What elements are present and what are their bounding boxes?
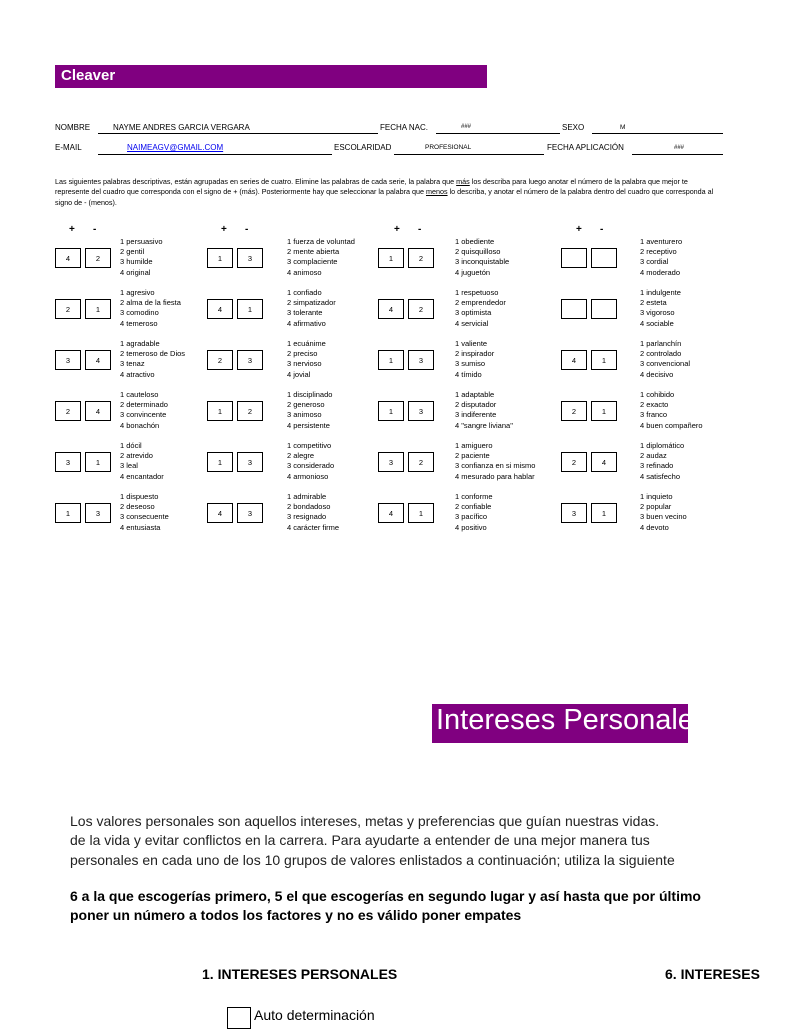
word-option: 3 buen vecino [640, 512, 687, 522]
word-option: 1 persuasivo [120, 237, 163, 246]
word-option: 2 alegre [287, 451, 315, 461]
word-option: 3 tenaz [120, 359, 145, 369]
word-option: 4 jovial [287, 369, 311, 379]
word-option: 2 exacto [640, 400, 669, 410]
word-option: 1 aventurero [640, 237, 683, 246]
minus-box[interactable]: 1 [85, 452, 111, 472]
word-group [640, 288, 800, 329]
word-option: 1 agresivo [120, 288, 155, 297]
minus-header-3: - [418, 224, 422, 235]
escolaridad-field[interactable]: PROFESIONAL [425, 144, 472, 151]
bold-line: poner un número a todos los factores y no es válido poner empates [70, 907, 522, 923]
word-option: 2 confiable [455, 502, 492, 512]
word-option: 4 buen compañero [640, 420, 703, 430]
minus-box[interactable]: 3 [237, 503, 263, 523]
word-option: 3 leal [120, 461, 138, 471]
word-option: 2 temeroso de Dios [120, 349, 186, 359]
section6-title-wrap [665, 966, 760, 984]
plus-box[interactable]: 4 [207, 299, 233, 319]
word-option: 1 competitivo [287, 441, 332, 450]
word-option: 1 obediente [455, 237, 495, 246]
word-option: 1 disciplinado [287, 390, 333, 399]
word-option: 4 devoto [640, 522, 669, 532]
minus-box[interactable]: 1 [237, 299, 263, 319]
word-option: 2 popular [640, 502, 672, 512]
plus-box[interactable]: 2 [55, 299, 81, 319]
word-option: 1 diplomático [640, 441, 685, 450]
auto-determinacion-label: Auto determinación [254, 1007, 375, 1023]
page-title: Cleaver [61, 67, 116, 84]
word-option: 2 quisquilloso [455, 247, 501, 257]
plus-box[interactable]: 1 [378, 401, 404, 421]
minus-header-4: - [600, 224, 604, 235]
minus-box[interactable]: 3 [237, 248, 263, 268]
word-option: 3 vigoroso [640, 308, 675, 318]
plus-box[interactable]: 1 [55, 503, 81, 523]
word-option: 2 deseoso [120, 502, 155, 512]
word-option: 4 atractivo [120, 369, 155, 379]
plus-box[interactable]: 1 [207, 452, 233, 472]
word-option: 3 humilde [120, 257, 153, 267]
minus-box[interactable]: 3 [237, 452, 263, 472]
nombre-field[interactable]: NAYME ANDRES GARCIA VERGARA [113, 123, 250, 132]
minus-box[interactable]: 4 [85, 350, 111, 370]
word-group [640, 441, 800, 482]
word-group [640, 492, 800, 533]
plus-box[interactable]: 4 [207, 503, 233, 523]
minus-box[interactable]: 2 [85, 248, 111, 268]
word-option: 3 nervioso [287, 359, 322, 369]
fecha-nac-field[interactable]: ### [461, 124, 472, 130]
minus-header-1: - [93, 224, 97, 235]
word-option: 2 disputador [455, 400, 497, 410]
fecha-nac-label: FECHA NAC. [380, 123, 429, 132]
instructions-part1: Las siguientes palabras descriptivas, están agrupadas en series de cuatro. Elimine las palabras de cada serie, la palabra que [55, 177, 457, 186]
plus-box[interactable]: 2 [55, 401, 81, 421]
word-option: 3 convincente [120, 410, 167, 420]
email-label: E-MAIL [55, 143, 82, 152]
word-option: 3 considerado [287, 461, 335, 471]
word-option: 4 animoso [287, 267, 322, 277]
plus-box[interactable]: 2 [207, 350, 233, 370]
word-option: 2 preciso [287, 349, 318, 359]
word-option: 1 indulgente [640, 288, 681, 297]
minus-box[interactable] [591, 299, 617, 319]
instructions-mas: más [456, 177, 470, 186]
word-option: 1 adaptable [455, 390, 495, 399]
paragraph-line: de la vida y evitar conflictos en la carrera. Para ayudarte a entender de una mejor manera tus [70, 832, 650, 849]
word-option: 2 audaz [640, 451, 667, 461]
plus-box[interactable]: 2 [561, 401, 587, 421]
word-option: 1 conforme [455, 492, 493, 501]
plus-box[interactable]: 4 [55, 248, 81, 268]
plus-box[interactable]: 4 [378, 299, 404, 319]
bold-line: 6 a la que escogerías primero, 5 el que escogerías en segundo lugar y así hasta que por último [70, 888, 701, 904]
word-option: 2 receptivo [640, 247, 677, 257]
nombre-label: NOMBRE [55, 123, 91, 132]
word-option: 4 armonioso [287, 471, 329, 481]
word-option: 2 generoso [287, 400, 325, 410]
plus-box[interactable]: 1 [207, 248, 233, 268]
instructions-part2: los describa para luego anotar el número de la palabra que mejor te represente del cuadro que corresponda con el signo de + (más). Posteriormente hay que seleccionar la palabra que [55, 177, 688, 197]
word-option: 3 tolerante [287, 308, 323, 318]
word-option: 4 entusiasta [120, 522, 161, 532]
intereses-paragraph [70, 812, 688, 870]
word-option: 3 pacífico [455, 512, 488, 522]
minus-box[interactable]: 1 [408, 503, 434, 523]
minus-box[interactable]: 3 [237, 350, 263, 370]
word-option: 4 carácter firme [287, 522, 340, 532]
sexo-label: SEXO [562, 123, 585, 132]
word-option: 4 sociable [640, 318, 674, 328]
plus-header-2: + [221, 224, 227, 235]
word-option: 2 gentil [120, 247, 145, 257]
minus-box[interactable]: 2 [408, 452, 434, 472]
word-option: 2 alma de la fiesta [120, 298, 181, 308]
word-option: 1 confiado [287, 288, 322, 297]
minus-box[interactable]: 1 [591, 503, 617, 523]
minus-box[interactable]: 1 [591, 350, 617, 370]
plus-box[interactable]: 3 [561, 503, 587, 523]
word-option: 2 bondadoso [287, 502, 331, 512]
word-option: 4 original [120, 267, 151, 277]
sexo-field[interactable]: M [620, 124, 626, 131]
word-option: 4 mesurado para hablar [455, 471, 535, 481]
word-option: 1 cohibido [640, 390, 675, 399]
word-option: 2 emprendedor [455, 298, 506, 308]
minus-header-2: - [245, 224, 249, 235]
plus-box[interactable]: 4 [561, 350, 587, 370]
plus-box[interactable]: 3 [55, 452, 81, 472]
word-option: 2 inspirador [455, 349, 495, 359]
word-option: 2 esteta [640, 298, 667, 308]
plus-box[interactable]: 3 [55, 350, 81, 370]
minus-box[interactable]: 3 [408, 401, 434, 421]
section6-title: 6. INTERESES [665, 966, 760, 982]
word-option: 4 juguetón [455, 267, 491, 277]
word-option: 3 consecuente [120, 512, 169, 522]
fecha-aplicacion-field[interactable]: ### [674, 145, 685, 151]
plus-box[interactable]: 1 [207, 401, 233, 421]
minus-box[interactable]: 2 [237, 401, 263, 421]
word-option: 2 atrevido [120, 451, 153, 461]
word-option: 3 complaciente [287, 257, 338, 267]
word-option: 1 admirable [287, 492, 327, 501]
word-option: 3 confianza en si mismo [455, 461, 536, 471]
plus-header-1: + [69, 224, 75, 235]
plus-header-4: + [576, 224, 582, 235]
minus-box[interactable]: 1 [591, 401, 617, 421]
word-option: 1 agradable [120, 339, 160, 348]
word-group [640, 390, 800, 431]
word-option: 4 positivo [455, 522, 487, 532]
plus-box[interactable]: 1 [378, 350, 404, 370]
word-option: 4 satisfecho [640, 471, 681, 481]
word-option: 4 moderado [640, 267, 681, 277]
email-field[interactable]: NAIMEAGV@GMAIL.COM [127, 143, 224, 152]
plus-box[interactable]: 2 [561, 452, 587, 472]
word-option: 1 fuerza de voluntad [287, 237, 355, 246]
word-option: 3 indiferente [455, 410, 497, 420]
minus-box[interactable]: 3 [408, 350, 434, 370]
minus-box[interactable]: 3 [85, 503, 111, 523]
word-option: 3 refinado [640, 461, 674, 471]
word-option: 4 decisivo [640, 369, 674, 379]
word-option: 3 animoso [287, 410, 322, 420]
plus-box[interactable]: 4 [378, 503, 404, 523]
plus-box[interactable] [561, 248, 587, 268]
word-option: 2 determinado [120, 400, 168, 410]
word-option: 3 franco [640, 410, 668, 420]
intereses-title: Intereses Personales [436, 704, 709, 736]
intereses-bold-instructions [70, 887, 701, 925]
plus-box[interactable]: 1 [378, 248, 404, 268]
word-option: 4 temeroso [120, 318, 158, 328]
word-group [640, 339, 800, 380]
section1-title: 1. INTERESES PERSONALES [202, 966, 398, 982]
word-option: 4 tímido [455, 369, 482, 379]
auto-determinacion-checkbox[interactable] [227, 1007, 251, 1029]
word-option: 4 persistente [287, 420, 330, 430]
word-option: 2 simpatizador [287, 298, 336, 308]
word-option: 1 valiente [455, 339, 488, 348]
word-option: 4 servicial [455, 318, 489, 328]
minus-box[interactable]: 2 [408, 248, 434, 268]
word-option: 2 paciente [455, 451, 490, 461]
word-option: 3 inconquistable [455, 257, 510, 267]
word-option: 3 resignado [287, 512, 327, 522]
word-option: 3 sumiso [455, 359, 486, 369]
word-option: 1 parlanchín [640, 339, 682, 348]
instructions-menos: menos [425, 187, 448, 197]
minus-box[interactable] [591, 248, 617, 268]
minus-box[interactable]: 4 [591, 452, 617, 472]
minus-box[interactable]: 2 [408, 299, 434, 319]
fecha-aplicacion-label: FECHA APLICACIÓN [547, 143, 624, 152]
plus-box[interactable]: 3 [378, 452, 404, 472]
word-option: 4 afirmativo [287, 318, 326, 328]
word-option: 3 optimista [455, 308, 492, 318]
word-option: 1 dócil [120, 441, 142, 450]
paragraph-line: Los valores personales son aquellos intereses, metas y preferencias que guían nuestras vidas. [70, 813, 660, 829]
word-option: 4 encantador [120, 471, 164, 481]
word-option: 1 respetuoso [455, 288, 499, 297]
instructions-part3: lo describa, y anotar el número de la palabra dentro del cuadro que corresponda al signo de - (menos). [55, 187, 714, 207]
minus-box[interactable]: 4 [85, 401, 111, 421]
word-option: 3 comodino [120, 308, 159, 318]
escolaridad-label: ESCOLARIDAD [334, 143, 392, 152]
word-option: 1 ecuánime [287, 339, 326, 348]
word-option: 1 amiguero [455, 441, 493, 450]
word-option: 1 inquieto [640, 492, 673, 501]
plus-box[interactable] [561, 299, 587, 319]
word-option: 3 convencional [640, 359, 691, 369]
plus-header-3: + [394, 224, 400, 235]
word-option: 4 "sangre liviana" [455, 420, 513, 430]
word-option: 2 mente abierta [287, 247, 340, 257]
word-option: 1 dispuesto [120, 492, 159, 501]
word-group [640, 237, 800, 278]
minus-box[interactable]: 1 [85, 299, 111, 319]
paragraph-line: personales en cada uno de los 10 grupos de valores enlistados a continuación; utiliza la siguiente [70, 851, 675, 868]
word-option: 4 bonachón [120, 420, 160, 430]
intereses-title-bar [432, 704, 709, 743]
word-option: 3 cordial [640, 257, 669, 267]
word-option: 2 controlado [640, 349, 682, 359]
word-option: 1 cauteloso [120, 390, 159, 399]
